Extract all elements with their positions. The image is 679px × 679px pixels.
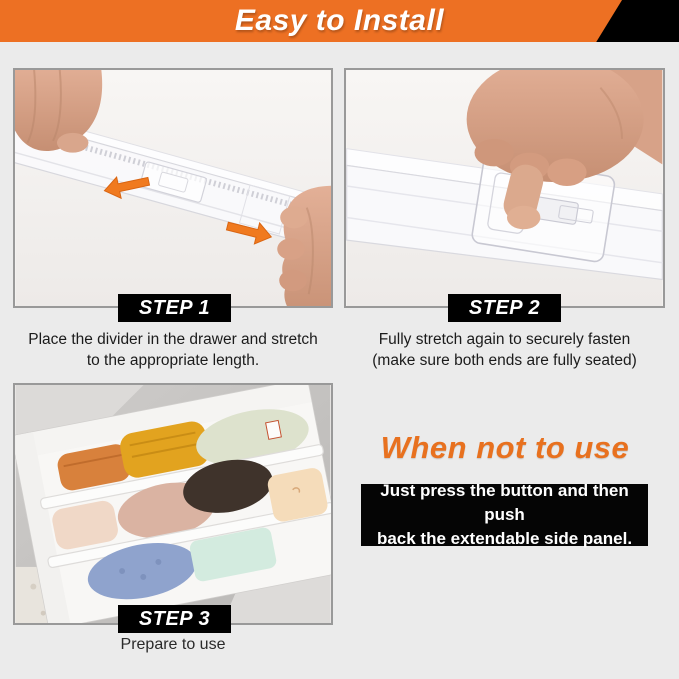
step2-caption-line2: (make sure both ends are fully seated) [372,352,637,369]
fingertip [507,206,540,230]
step1-caption [13,329,333,371]
step3-caption [13,634,333,655]
when-not-to-use-note [361,481,648,548]
step3-photo-panel [13,383,333,625]
step2-photo-panel [344,68,665,308]
step2-label: STEP 2 [448,294,561,322]
when-not-to-use-heading: When not to use [380,430,630,465]
clothing-tag [266,420,282,439]
step3-label: STEP 3 [118,605,231,633]
note-line1: Just press the button and then push [380,481,629,524]
step1-label: STEP 1 [118,294,231,322]
step1-caption-line1: Place the divider in the drawer and stretch [28,331,318,348]
note-line2: back the extendable side panel. [376,529,633,548]
step1-photo [15,70,331,306]
step2-photo [346,70,663,306]
step3-caption-line1: Prepare to use [120,636,226,653]
step1-caption-line2: to the appropriate length. [86,352,260,369]
step1-photo-panel [13,68,333,308]
step2-caption [344,329,665,371]
step2-caption-line1: Fully stretch again to securely fasten [378,331,631,348]
page-title: Easy to Install [234,4,445,37]
step3-photo [15,385,331,623]
